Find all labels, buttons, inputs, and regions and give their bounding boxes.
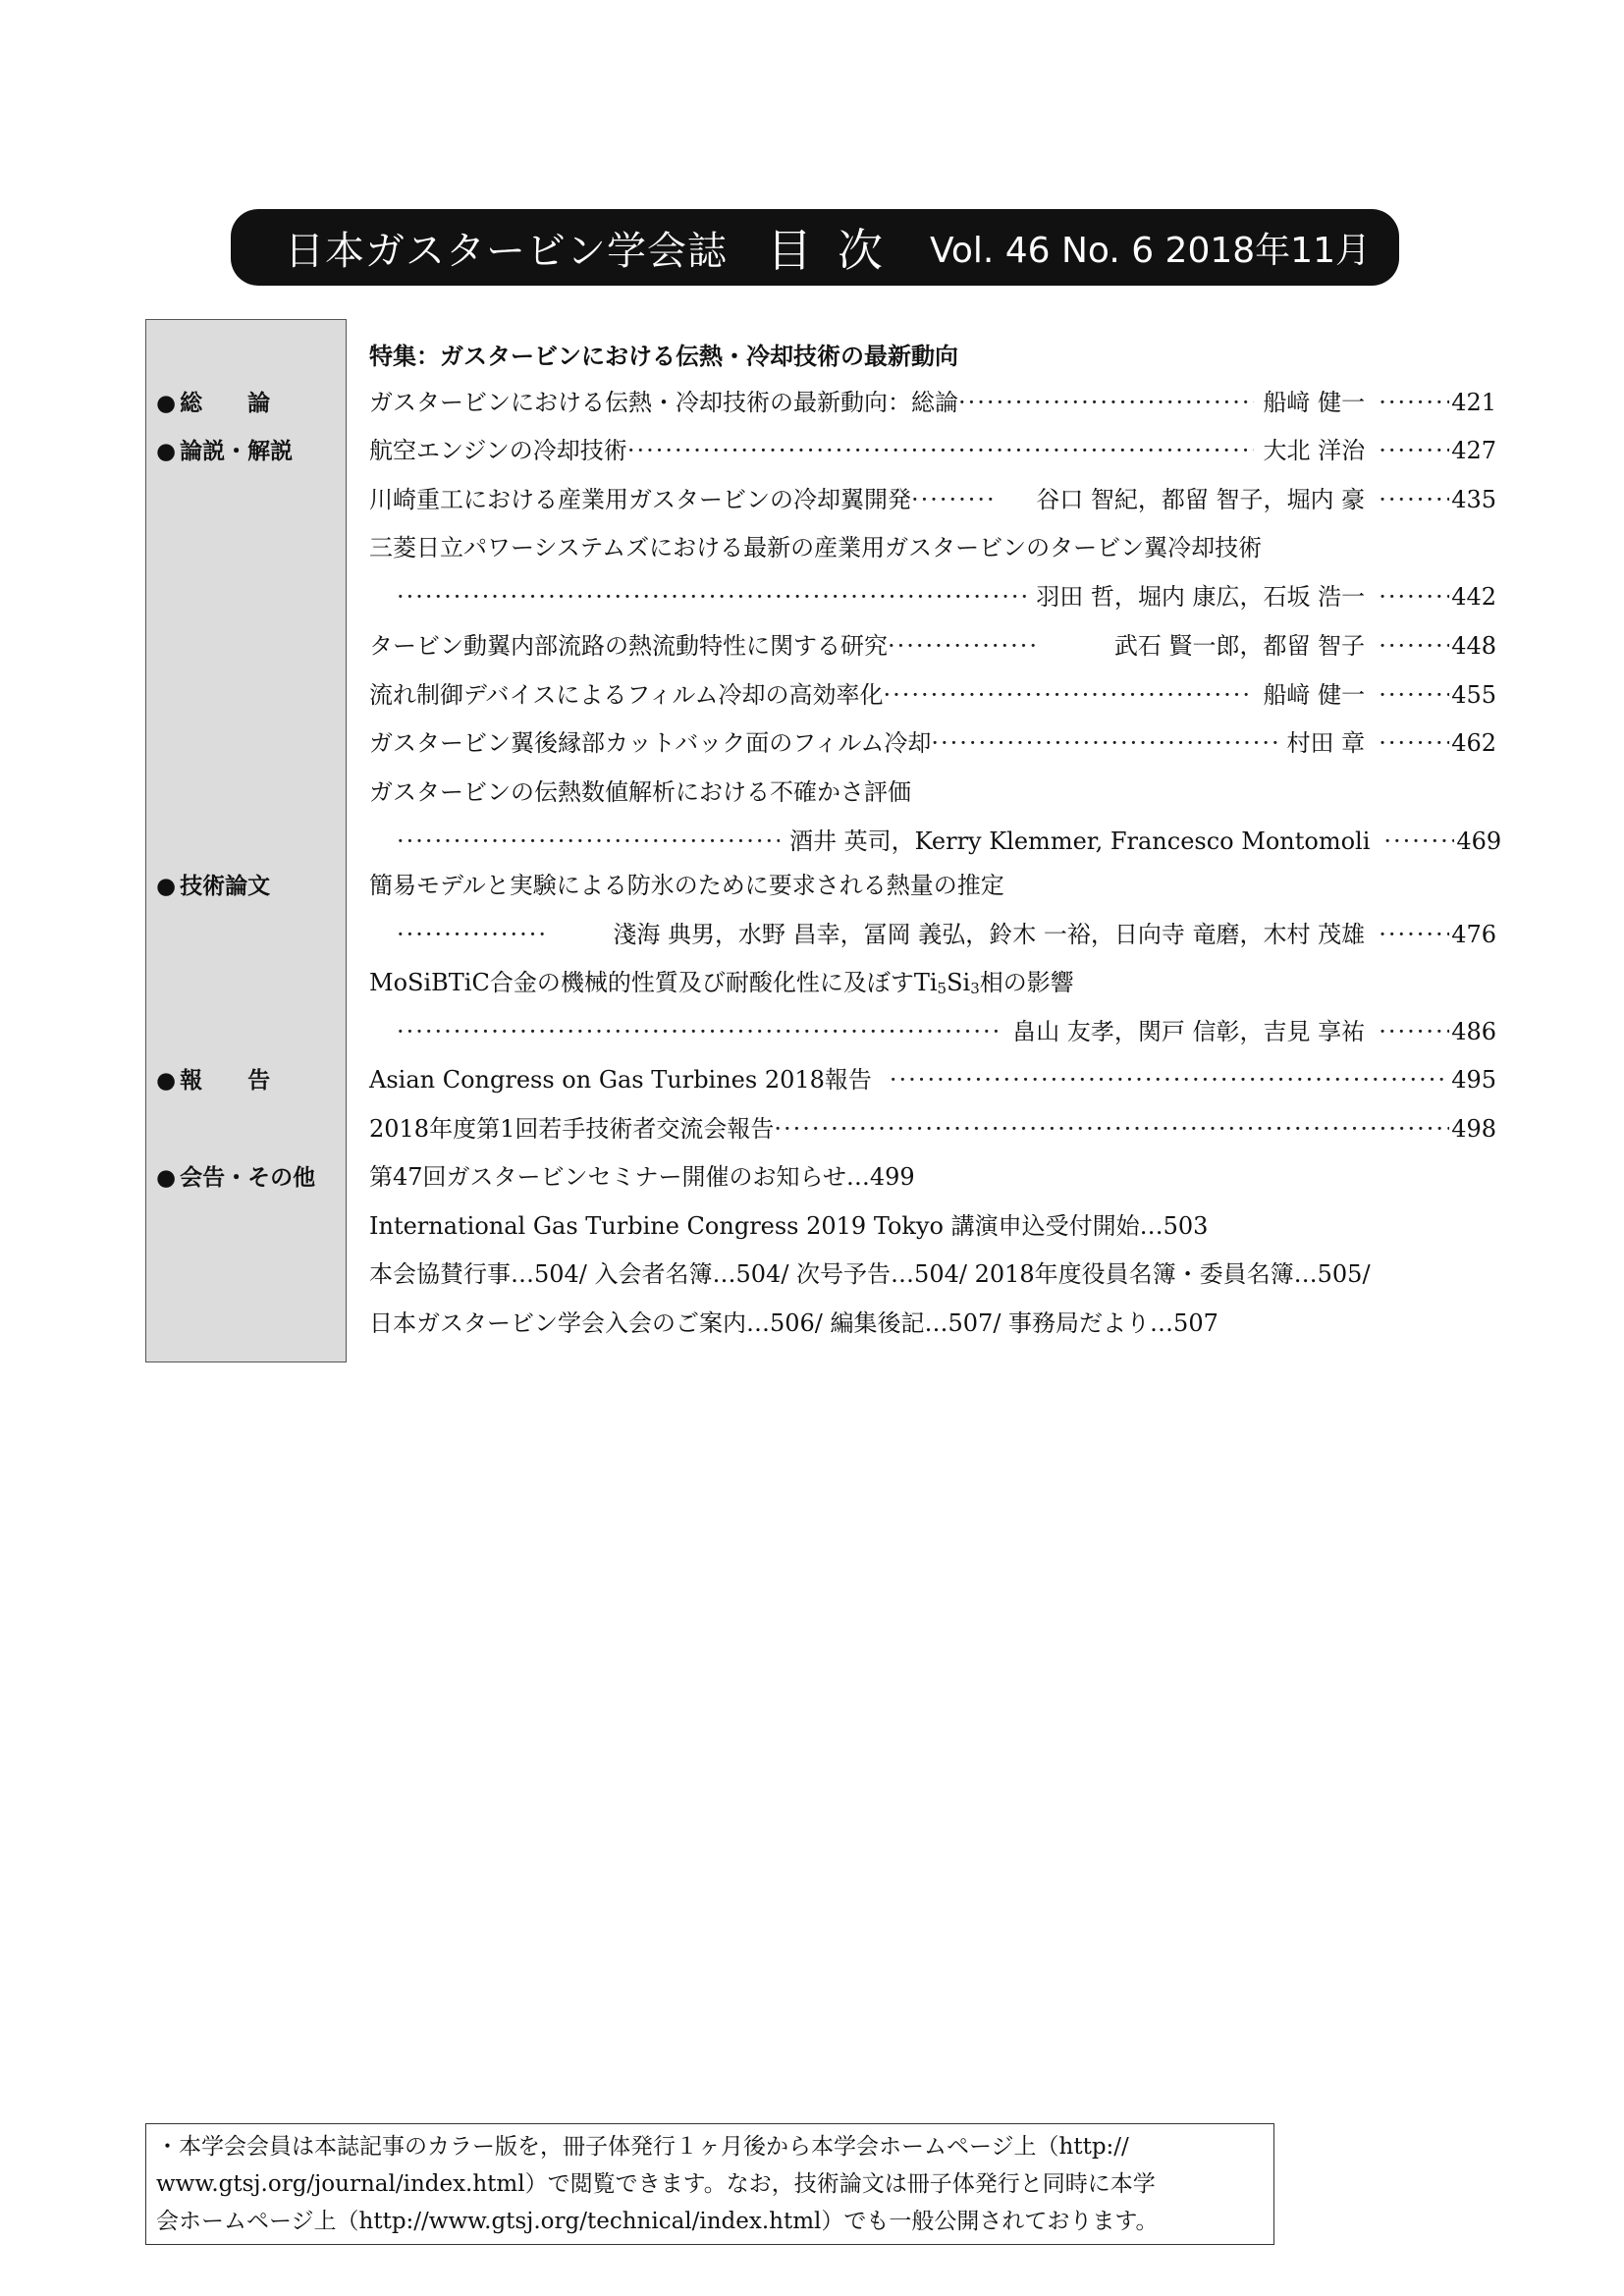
dot-leader — [397, 577, 1026, 616]
entry-page: 462 — [1451, 729, 1496, 757]
dot-leader — [1379, 480, 1449, 519]
dot-leader — [1379, 675, 1449, 715]
entry-title: ガスタービン翼後縁部カットバック面のフィルム冷却 — [369, 729, 932, 757]
entry-page: 442 — [1451, 583, 1496, 611]
entry-title: 航空エンジンの冷却技術 — [369, 437, 627, 464]
entry-page: 421 — [1451, 389, 1496, 416]
toc-entry[interactable] — [369, 723, 1496, 763]
dot-leader — [1379, 723, 1449, 763]
toc-label: 目次 — [767, 224, 908, 277]
entry-authors: 村田 章 — [1286, 729, 1366, 757]
entry-page: 495 — [1451, 1066, 1496, 1094]
journal-title: 日本ガスタービン学会誌 — [285, 228, 728, 274]
entry-page: 427 — [1451, 437, 1496, 464]
dot-leader — [1379, 577, 1449, 616]
notice-line: www.gtsj.org/journal/index.html）で閲覧できます。なお，技術論文は冊子体発行と同時に本学 — [156, 2171, 1156, 2197]
dot-leader — [397, 915, 544, 954]
entry-page: 486 — [1451, 1018, 1496, 1045]
toc-header-banner — [231, 209, 1399, 286]
entry-authors: 谷口 智紀，都留 智子，堀内 豪 — [1036, 486, 1366, 513]
toc-entry[interactable] — [369, 626, 1496, 666]
entry-title[interactable]: 三菱日立パワーシステムズにおける最新の産業用ガスタービンのタービン翼冷却技術 — [369, 534, 1263, 561]
category-ronsetsu: ● 論説・解説 — [156, 439, 294, 464]
entry-authors: 畠山 友孝，関戸 信彰，吉見 享祐 — [1012, 1018, 1366, 1045]
notice-line: ・本学会会員は本誌記事のカラー版を，冊子体発行１ヶ月後から本学会ホームページ上（http:// — [156, 2134, 1129, 2160]
dot-leader — [774, 1109, 1449, 1148]
entry-title: Asian Congress on Gas Turbines 2018報告 — [369, 1066, 872, 1094]
dot-leader — [883, 675, 1253, 715]
dot-leader — [627, 431, 1254, 470]
table-of-contents — [145, 319, 1500, 1362]
entry-page: 448 — [1451, 632, 1496, 660]
entry-authors: 大北 洋治 — [1263, 437, 1366, 464]
toc-entry[interactable] — [369, 431, 1496, 470]
notice-line: 会ホームページ上（http://www.gtsj.org/technical/index.html）でも一般公開されております。 — [156, 2209, 1159, 2234]
dot-leader — [1379, 1012, 1449, 1051]
category-sidebar — [145, 319, 347, 1362]
entry-authors: 船﨑 健一 — [1263, 389, 1366, 416]
toc-entry[interactable] — [397, 915, 1496, 954]
announcement-line[interactable]: 日本ガスタービン学会入会のご案内…506/ 編集後記…507/ 事務局だより…507 — [369, 1309, 1218, 1337]
entry-title[interactable]: MoSiBTiC合金の機械的性質及び耐酸化性に及ぼす$Ti_5Si_3$相の影響 — [369, 969, 1074, 997]
toc-entry[interactable] — [397, 1012, 1496, 1051]
category-sonron: ● 総 論 — [156, 391, 271, 416]
toc-entry[interactable] — [369, 480, 1496, 519]
entry-authors: 淺海 典男，水野 昌幸，冨岡 義弘，鈴木 一裕，日向寺 竜磨，木村 茂雄 — [613, 921, 1366, 948]
entry-authors: 酒井 英司，Kerry Klemmer, Francesco Montomoli — [789, 828, 1371, 855]
category-gijutsu: ● 技術論文 — [156, 874, 271, 899]
entry-page: 498 — [1451, 1115, 1496, 1143]
dot-leader — [911, 480, 995, 519]
dot-leader — [1379, 383, 1449, 422]
entry-authors: 武石 賢一郎，都留 智子 — [1113, 632, 1366, 660]
entry-page: 469 — [1456, 828, 1502, 855]
entry-title[interactable]: 簡易モデルと実験による防氷のために要求される熱量の推定 — [369, 872, 1004, 899]
entry-page: 476 — [1451, 921, 1496, 948]
entry-page: 455 — [1451, 681, 1496, 709]
toc-entry[interactable] — [369, 383, 1496, 422]
entry-authors: 船﨑 健一 — [1263, 681, 1366, 709]
announcement-line[interactable]: International Gas Turbine Congress 2019 Tokyo 講演申込受付開始…503 — [369, 1212, 1209, 1240]
toc-entry[interactable] — [397, 822, 1502, 861]
entry-title: ガスタービンにおける伝熱・冷却技術の最新動向：総論 — [369, 389, 958, 416]
member-notice-box — [145, 2123, 1274, 2245]
dot-leader — [890, 1060, 1449, 1099]
entry-title: タービン動翼内部流路の熱流動特性に関する研究 — [369, 632, 888, 660]
dot-leader — [1383, 822, 1454, 861]
issue-label: Vol. 46 No. 6 2018年11月 — [930, 230, 1371, 271]
dot-leader — [1379, 915, 1449, 954]
dot-leader — [1379, 431, 1449, 470]
dot-leader — [931, 723, 1276, 763]
toc-entry[interactable] — [397, 577, 1496, 616]
entry-title[interactable]: ガスタービンの伝熱数値解析における不確かさ評価 — [369, 778, 911, 806]
entry-title: 流れ制御デバイスによるフィルム冷却の高効率化 — [369, 681, 884, 709]
dot-leader — [958, 383, 1254, 422]
announcement-line[interactable]: 本会協賛行事…504/ 入会者名簿…504/ 次号予告…504/ 2018年度役員名簿・委員名簿…505/ — [369, 1260, 1371, 1288]
toc-entry[interactable] — [369, 675, 1496, 715]
dot-leader — [1379, 626, 1449, 666]
dot-leader — [397, 822, 780, 861]
category-kaikoku: ● 会告・その他 — [156, 1165, 316, 1191]
entry-page: 435 — [1451, 486, 1496, 513]
toc-entry[interactable] — [369, 1060, 1496, 1099]
feature-title: 特集：ガスタービンにおける伝熱・冷却技術の最新動向 — [369, 343, 958, 370]
entry-authors: 羽田 哲，堀内 康広，石坂 浩一 — [1036, 583, 1366, 611]
entry-title: 2018年度第1回若手技術者交流会報告 — [369, 1115, 775, 1143]
dot-leader — [888, 626, 1035, 666]
toc-entry[interactable] — [369, 1109, 1496, 1148]
entry-title: 川崎重工における産業用ガスタービンの冷却翼開発 — [369, 486, 911, 513]
announcement-line[interactable]: 第47回ガスタービンセミナー開催のお知らせ…499 — [369, 1163, 915, 1191]
dot-leader — [397, 1012, 1002, 1051]
category-hokoku: ● 報 告 — [156, 1068, 271, 1094]
